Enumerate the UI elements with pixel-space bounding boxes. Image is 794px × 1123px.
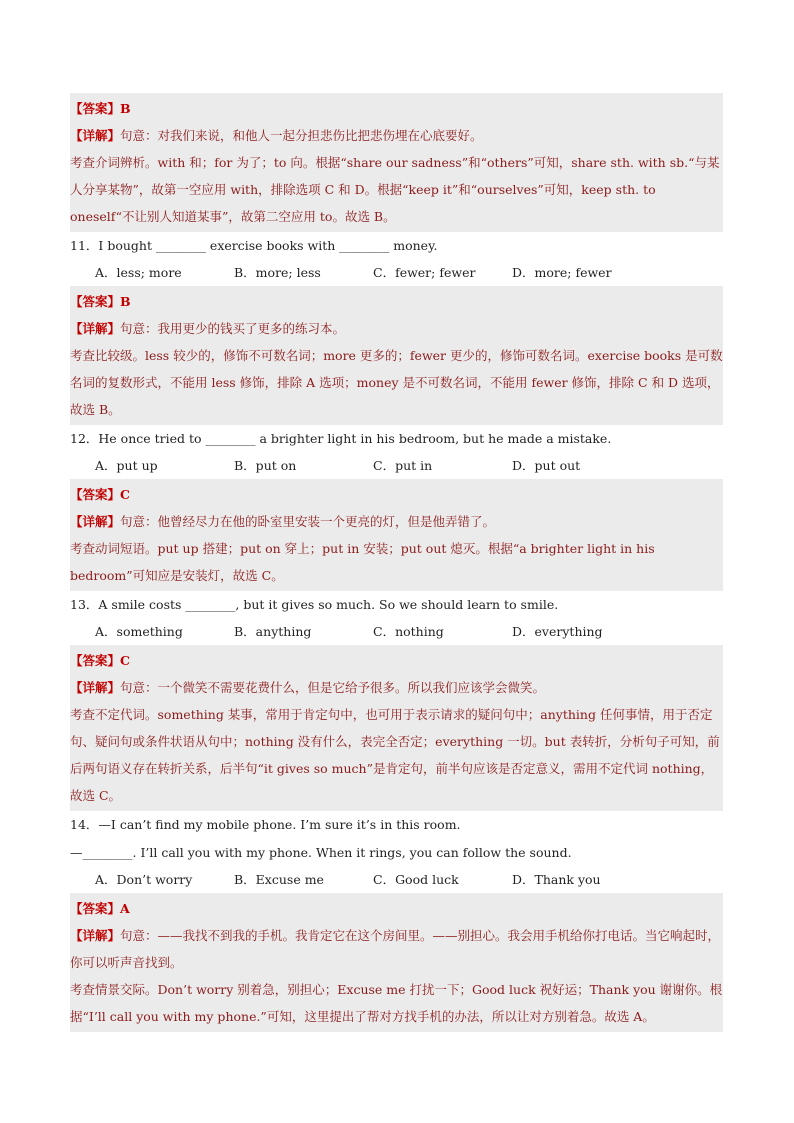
answer-label: 【答案】 (70, 487, 121, 502)
meaning-line (70, 922, 723, 976)
options-row (70, 619, 723, 645)
answer-label: 【答案】 (70, 294, 121, 309)
answer-value: A (120, 901, 130, 916)
detail-label: 【详解】 (70, 928, 121, 943)
option-d: D．more; fewer (512, 265, 612, 280)
analysis-text: 考查介词辨析。with 和；for 为了；to 向。根据“share our sadness”和“others”可知，share sth. with sb.“与某人分享某物”，故第一空应用 with，排除选项 C 和 D。根据“keep it”和“ourselves”可知，keep sth. to oneself“不让别人知道某事”，故第二空应用 to。故选 B。 (70, 155, 720, 224)
sentence-meaning: 句意：我用更少的钱买了更多的练习本。 (120, 321, 346, 336)
answer-block (70, 893, 723, 1032)
option-c: C．Good luck (373, 872, 459, 887)
option-b: B．Excuse me (234, 872, 324, 887)
option-c: C．fewer; fewer (373, 265, 476, 280)
analysis-text: 考查比较级。less 较少的，修饰不可数名词；more 更多的；fewer 更少的，修饰可数名词。exercise books 是可数名词的复数形式，不能用 less 修饰，排除 A 选项；money 是不可数名词，不能用 fewer 修饰，排除 C 和 D 选项，故选 B。 (70, 348, 723, 417)
question-text: He once tried to ________ a brighter light in his bedroom, but he made a mistake. (98, 431, 612, 446)
option-d: D．put out (512, 458, 581, 473)
sentence-meaning: 句意：对我们来说，和他人一起分担悲伤比把悲伤埋在心底要好。 (120, 128, 483, 143)
question-number: 13． (70, 597, 99, 612)
analysis-text: 考查动词短语。put up 搭建；put on 穿上；put in 安装；put out 熄灭。根据“a brighter light in his bedroom”可知应是安装灯，故选 C。 (70, 541, 655, 583)
question-text: —I can’t find my mobile phone. I’m sure it’s in this room. (98, 817, 461, 832)
meaning-line (70, 508, 723, 535)
answer-value: C (120, 653, 130, 668)
meaning-line (70, 315, 723, 342)
answer-value: C (120, 487, 130, 502)
question-13 (70, 591, 723, 619)
question-11 (70, 232, 723, 260)
question-12 (70, 425, 723, 453)
question-text-2: —________. I’ll call you with my phone. When it rings, you can follow the sound. (70, 845, 572, 860)
answer-label: 【答案】 (70, 101, 121, 116)
option-b: B．more; less (234, 265, 321, 280)
answer-line (70, 647, 723, 674)
answer-label: 【答案】 (70, 653, 121, 668)
document-page (70, 93, 723, 1032)
analysis-text: 考查不定代词。something 某事，常用于肯定句中，也可用于表示请求的疑问句中；anything 任何事情，用于否定句、疑问句或条件状语从句中；nothing 没有什么，表完全否定；everything 一切。but 表转折，分析句子可知，前后两句语义存在转折关系，后半句“it gives so much”是肯定句，前半句应该是否定意义，需用不定代词 nothing，故选 C。 (70, 707, 720, 803)
option-b: B．anything (234, 624, 312, 639)
option-d: D．Thank you (512, 872, 601, 887)
option-a: A．less; more (95, 265, 182, 280)
options-row (70, 260, 723, 286)
question-number: 12． (70, 431, 99, 446)
answer-value: B (120, 101, 131, 116)
sentence-meaning: 句意：他曾经尽力在他的卧室里安装一个更亮的灯，但是他弄错了。 (120, 514, 496, 529)
option-a: A．Don’t worry (95, 872, 193, 887)
question-14 (70, 811, 723, 839)
answer-line (70, 895, 723, 922)
answer-line (70, 95, 723, 122)
detail-label: 【详解】 (70, 128, 121, 143)
answer-label: 【答案】 (70, 901, 121, 916)
answer-block (70, 645, 723, 811)
answer-line (70, 481, 723, 508)
answer-block (70, 93, 723, 232)
meaning-line (70, 122, 723, 149)
option-a: A．put up (95, 458, 158, 473)
detail-label: 【详解】 (70, 514, 121, 529)
option-a: A．something (95, 624, 183, 639)
question-text: A smile costs ________, but it gives so much. So we should learn to smile. (98, 597, 559, 612)
question-14-reply (70, 839, 723, 867)
option-d: D．everything (512, 624, 603, 639)
options-row (70, 867, 723, 893)
detail-label: 【详解】 (70, 321, 121, 336)
options-row (70, 453, 723, 479)
answer-block (70, 479, 723, 591)
option-c: C．put in (373, 458, 433, 473)
question-number: 14． (70, 817, 99, 832)
meaning-line (70, 674, 723, 701)
answer-block (70, 286, 723, 425)
answer-line (70, 288, 723, 315)
answer-value: B (120, 294, 131, 309)
question-text: I bought ________ exercise books with ________ money. (98, 238, 438, 253)
analysis-text: 考查情景交际。Don’t worry 别着急，别担心；Excuse me 打扰一下；Good luck 祝好运；Thank you 谢谢你。根据“I’ll call you with my phone.”可知，这里提出了帮对方找手机的办法，所以让对方别着急。故选 A。 (70, 982, 723, 1024)
option-c: C．nothing (373, 624, 444, 639)
sentence-meaning: 句意：一个微笑不需要花费什么，但是它给予很多。所以我们应该学会微笑。 (120, 680, 546, 695)
option-b: B．put on (234, 458, 297, 473)
detail-label: 【详解】 (70, 680, 121, 695)
question-number: 11． (70, 238, 99, 253)
sentence-meaning: 句意：——我找不到我的手机。我肯定它在这个房间里。——别担心。我会用手机给你打电话。当它响起时，你可以听声音找到。 (70, 928, 721, 970)
